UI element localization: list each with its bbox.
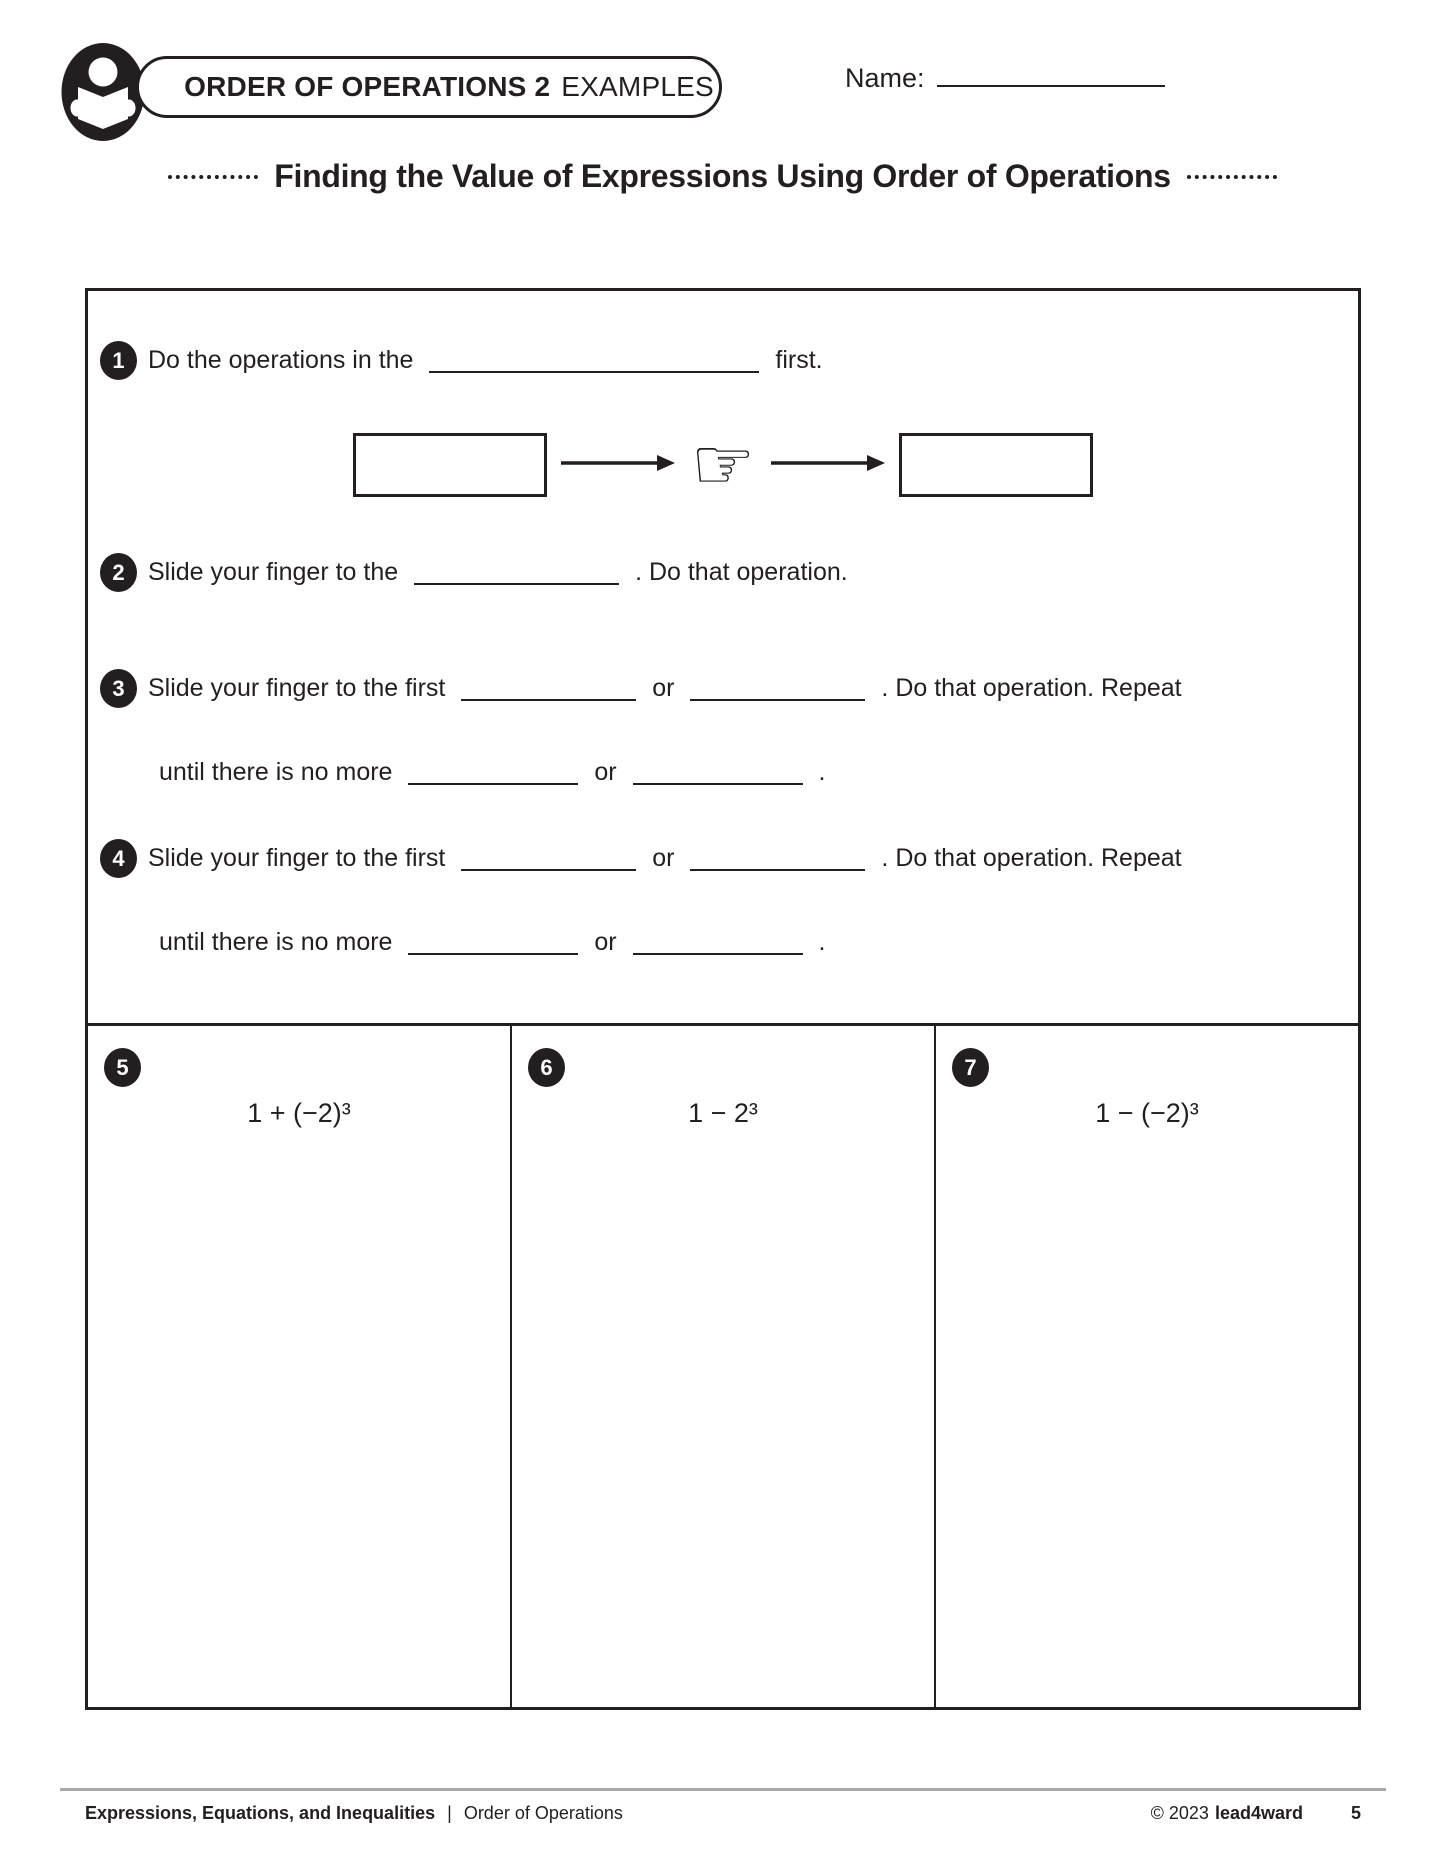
problem-6-expression: 1 − 2³ [688, 1098, 758, 1128]
instruction-step-3 [88, 669, 1358, 708]
fill-in-blank [461, 849, 636, 871]
instruction-4-cont-or: or [594, 928, 617, 956]
instruction-step-4-continued [88, 923, 1358, 962]
instruction-3-pre: Slide your finger to the first [148, 674, 446, 702]
footer-unit-title: Expressions, Equations, and Inequalities [85, 1803, 436, 1823]
diagram-right-box [899, 433, 1093, 497]
finger-slide-diagram [88, 425, 1358, 505]
dotted-leader-left [168, 175, 258, 179]
section-title-row [0, 158, 1445, 195]
page-title: Finding the Value of Expressions Using Order of Operations [274, 158, 1171, 194]
instruction-4-post: . Do that operation. Repeat [881, 844, 1182, 872]
footer-page-number: 5 [1350, 1803, 1361, 1823]
worksheet-title-main: ORDER OF OPERATIONS 2 [184, 71, 551, 102]
instruction-3-cont-post: . [818, 758, 826, 786]
fill-in-blank [690, 679, 865, 701]
arrow-right-icon [769, 452, 887, 479]
instruction-1-pre: Do the operations in the [148, 346, 414, 374]
footer-left [85, 1803, 623, 1824]
instruction-step-2 [88, 553, 1358, 592]
worksheet-body-box [85, 288, 1361, 1710]
step-1-badge: 1 [100, 341, 137, 380]
diagram-left-box [353, 433, 547, 497]
fill-in-blank [429, 351, 759, 373]
footer-separator: | [447, 1803, 452, 1823]
instruction-3-or: or [652, 674, 675, 702]
instruction-3-cont-pre: until there is no more [159, 758, 393, 786]
name-blank-line [937, 60, 1165, 87]
name-field-row [845, 60, 1165, 94]
problem-7-expression: 1 − (−2)³ [1095, 1098, 1199, 1128]
fill-in-blank [633, 763, 803, 785]
problem-5-expression: 1 + (−2)³ [247, 1098, 351, 1128]
footer-divider-rule [60, 1788, 1386, 1791]
instruction-4-cont-pre: until there is no more [159, 928, 393, 956]
worksheet-title-pill [136, 56, 722, 118]
footer-right [1151, 1803, 1361, 1824]
instruction-3-post: . Do that operation. Repeat [881, 674, 1182, 702]
arrow-right-icon [559, 452, 677, 479]
problem-5-badge: 5 [104, 1048, 141, 1087]
instruction-4-cont-text [159, 923, 825, 962]
pointing-finger-icon: ☞ [690, 425, 756, 505]
instruction-4-pre: Slide your finger to the first [148, 844, 446, 872]
instruction-step-3-continued [88, 753, 1358, 792]
instruction-2-text [148, 553, 848, 592]
instruction-3-text [148, 669, 1182, 708]
problem-6-cell [510, 1026, 934, 1707]
step-3-badge: 3 [100, 669, 137, 708]
problem-7-cell [934, 1026, 1358, 1707]
instruction-2-post: . Do that operation. [635, 558, 848, 586]
problem-6-badge: 6 [528, 1048, 565, 1087]
step-4-badge: 4 [100, 839, 137, 878]
problem-7-badge: 7 [952, 1048, 989, 1087]
instruction-1-post: first. [775, 346, 823, 374]
instruction-3-cont-or: or [594, 758, 617, 786]
practice-problems-section [88, 1023, 1358, 1707]
reading-person-icon [60, 42, 146, 147]
step-2-badge: 2 [100, 553, 137, 592]
instruction-step-4 [88, 839, 1358, 878]
instruction-4-or: or [652, 844, 675, 872]
footer-copyright: © 2023 [1150, 1803, 1209, 1823]
instruction-4-cont-post: . [818, 928, 826, 956]
instruction-4-text [148, 839, 1182, 878]
fill-in-blank [690, 849, 865, 871]
dotted-leader-right [1187, 175, 1277, 179]
instruction-3-cont-text [159, 753, 825, 792]
footer [85, 1803, 1361, 1824]
fill-in-blank [414, 563, 619, 585]
name-label: Name: [845, 63, 925, 93]
instruction-2-pre: Slide your finger to the [148, 558, 399, 586]
fill-in-blank [461, 679, 636, 701]
instruction-step-1 [88, 341, 1358, 380]
fill-in-blank [633, 933, 803, 955]
footer-brand: lead4ward [1214, 1803, 1303, 1823]
problem-5-cell [88, 1026, 510, 1707]
fill-in-blank [408, 763, 578, 785]
worksheet-title-sub: EXAMPLES [561, 71, 714, 102]
instruction-1-text [148, 341, 823, 380]
footer-topic: Order of Operations [463, 1803, 623, 1823]
fill-in-blank [408, 933, 578, 955]
